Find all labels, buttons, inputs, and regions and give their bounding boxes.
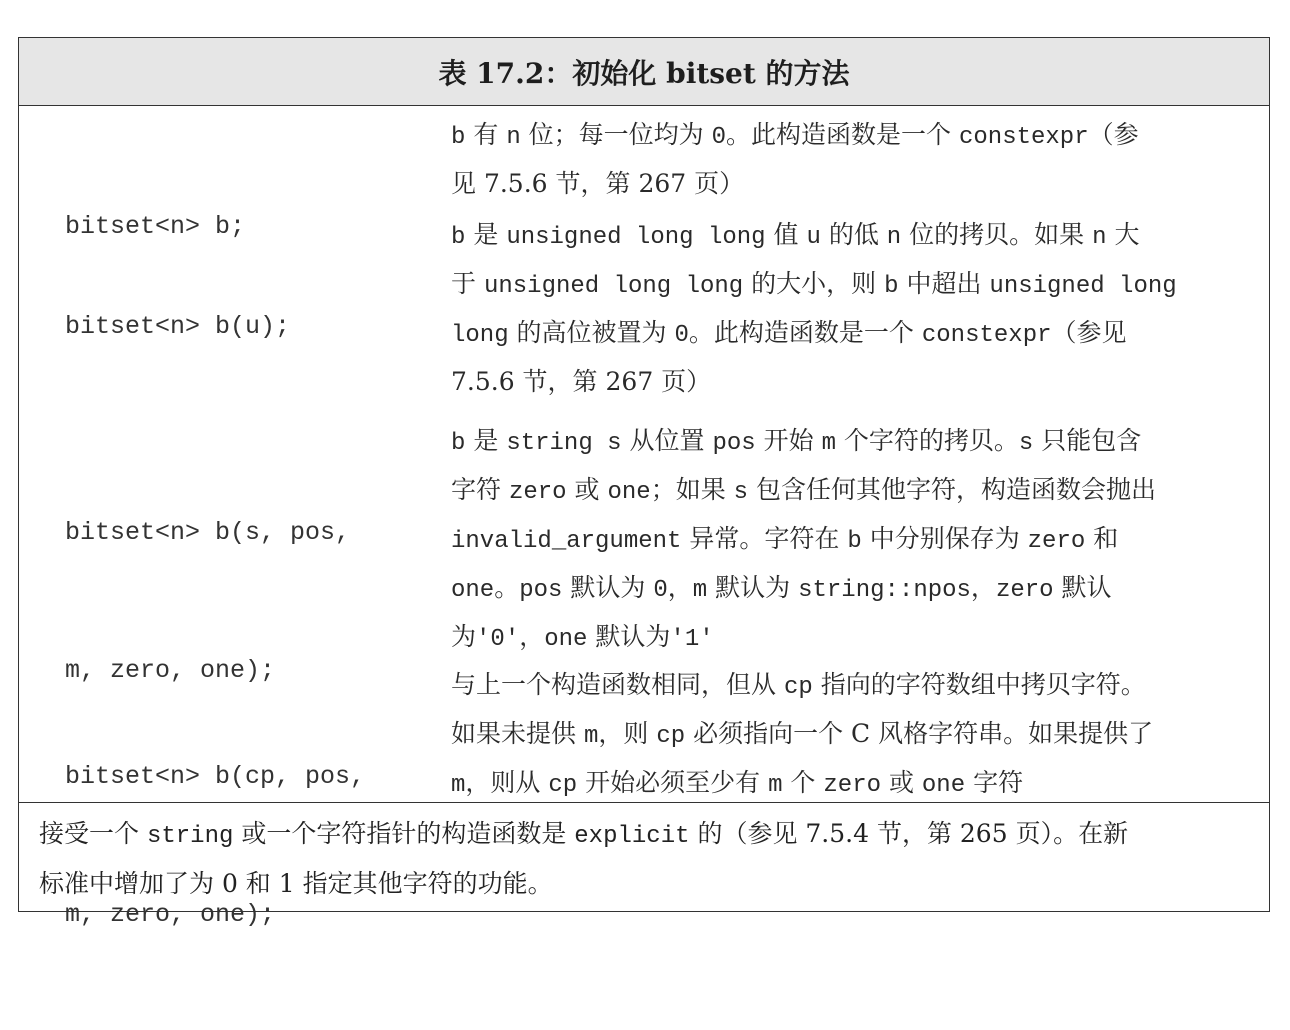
code-token: m <box>821 430 836 457</box>
row-description <box>451 418 1257 663</box>
code-token: zero <box>508 479 567 506</box>
text-token: 的低 <box>820 220 887 249</box>
text-token: 从位置 <box>621 426 713 455</box>
desc-line: 7.5.6 节，第 267 页） <box>451 367 712 396</box>
text-token: ， <box>519 622 545 651</box>
code-token: cp <box>656 723 686 750</box>
text-token: 为 <box>451 622 477 651</box>
code-token: string s <box>506 430 622 457</box>
text-token: 的（参见 7.5.4 节，第 265 页）。在新 <box>689 819 1129 848</box>
text-token: 默认为 <box>562 573 654 602</box>
text-token: 个字符的拷贝。 <box>835 426 1019 455</box>
desc-line <box>451 614 1257 663</box>
code-token: b <box>451 124 466 151</box>
table-footnote <box>39 810 1249 907</box>
text-token: 包含任何其他字符，构造函数会抛出 <box>748 475 1156 504</box>
text-token: 位的拷贝。如果 <box>901 220 1093 249</box>
text-token: 字符 <box>965 768 1024 797</box>
code-token: n <box>886 224 902 251</box>
code-token: m <box>583 723 599 750</box>
code-token: constexpr <box>921 322 1052 349</box>
text-token: ， <box>970 573 996 602</box>
row-description <box>451 662 1257 809</box>
text-token: 开始必须至少有 <box>577 768 769 797</box>
bitset-init-table <box>18 37 1270 929</box>
text-token: 默认为 <box>707 573 799 602</box>
text-token: 是 <box>465 220 507 249</box>
code-token: b <box>847 528 862 555</box>
text-token: 。此构造函数是一个 <box>726 120 959 149</box>
text-token: 值 <box>765 220 807 249</box>
code-line: bitset<n> b(s, pos, <box>65 518 351 547</box>
text-token: 开始 <box>755 426 822 455</box>
code-token: explicit <box>574 823 690 850</box>
code-token: constexpr <box>958 124 1089 151</box>
code-token: cp <box>548 772 578 799</box>
text-token: ，则 <box>598 719 657 748</box>
text-token: 有 <box>465 120 507 149</box>
code-token: s <box>733 479 749 506</box>
code-line: bitset<n> b(u); <box>65 312 291 341</box>
code-token: zero <box>1027 528 1086 555</box>
text-token: 位；每一位均为 <box>520 120 712 149</box>
text-token: 默认为 <box>587 622 671 651</box>
desc-line <box>451 565 1257 614</box>
text-token: 指向的字符数组中拷贝字符。 <box>812 670 1146 699</box>
text-token: 个 <box>782 768 824 797</box>
text-token: 只能包含 <box>1033 426 1142 455</box>
text-token: 或一个字符指针的构造函数是 <box>233 819 575 848</box>
desc-line <box>451 662 1257 711</box>
text-token: 和 <box>1085 524 1119 553</box>
code-token: b <box>884 273 899 300</box>
text-token: 。 <box>494 573 520 602</box>
desc-line <box>451 112 1257 161</box>
code-token: unsigned long <box>989 273 1177 300</box>
code-token: zero <box>823 772 881 799</box>
text-token: 中超出 <box>898 269 990 298</box>
code-token: unsigned long long <box>483 273 744 300</box>
text-token: 异常。字符在 <box>681 524 848 553</box>
desc-line <box>451 212 1257 261</box>
code-token: zero <box>995 577 1054 604</box>
text-token: （参见 <box>1051 318 1127 347</box>
code-token: 0 <box>653 577 668 604</box>
code-line: m, zero, one); <box>65 900 276 929</box>
code-line: bitset<n> b; <box>65 212 246 241</box>
text-token: 如果未提供 <box>451 719 584 748</box>
text-token: 接受一个 <box>39 819 147 848</box>
desc-line <box>451 711 1257 760</box>
text-token: 中分别保存为 <box>861 524 1028 553</box>
code-token: m <box>768 772 783 799</box>
text-token: 于 <box>451 269 484 298</box>
desc-line: 见 7.5.6 节，第 267 页） <box>451 169 745 198</box>
footer-divider <box>19 802 1269 803</box>
code-token: n <box>1092 224 1107 251</box>
desc-line <box>451 467 1257 516</box>
desc-line <box>451 310 1257 359</box>
row-description <box>451 112 1257 207</box>
text-token: ， <box>667 573 693 602</box>
code-token: b <box>451 430 466 457</box>
code-token: m <box>451 772 466 799</box>
code-token: 0 <box>711 124 727 151</box>
row-description <box>451 212 1257 405</box>
text-token: 默认 <box>1053 573 1112 602</box>
code-token: long <box>451 322 509 349</box>
code-token: cp <box>783 674 813 701</box>
code-token: invalid_argument <box>451 528 682 555</box>
code-token: s <box>1018 430 1034 457</box>
text-token: 字符 <box>451 475 509 504</box>
text-token: 必须指向一个 C 风格字符串。如果提供了 <box>685 719 1154 748</box>
code-token: string <box>146 823 234 850</box>
desc-line <box>451 261 1257 310</box>
text-token: 的大小，则 <box>743 269 885 298</box>
code-token: '1' <box>670 626 714 653</box>
text-token: 的高位被置为 <box>508 318 675 347</box>
text-token: 与上一个构造函数相同，但从 <box>451 670 784 699</box>
footnote-line: 标准中增加了为 0 和 1 指定其他字符的功能。 <box>39 869 553 898</box>
text-token: （参 <box>1088 120 1139 149</box>
code-token: unsigned long long <box>506 224 766 251</box>
code-token: one <box>451 577 495 604</box>
text-token: 。此构造函数是一个 <box>688 318 922 347</box>
code-token: u <box>806 224 821 251</box>
text-token: ；如果 <box>650 475 734 504</box>
text-token: 大 <box>1106 220 1140 249</box>
desc-line <box>451 418 1257 467</box>
code-token: pos <box>519 577 563 604</box>
text-token: 或 <box>881 768 922 797</box>
code-token: b <box>451 224 466 251</box>
code-line: m, zero, one); <box>65 656 276 685</box>
code-token: 0 <box>674 322 689 349</box>
code-token: pos <box>712 430 756 457</box>
desc-line <box>451 516 1257 565</box>
code-token: one <box>921 772 966 799</box>
code-token: m <box>692 577 708 604</box>
code-line: bitset<n> b(cp, pos, <box>65 762 366 791</box>
text-token: ，则从 <box>465 768 549 797</box>
table-title: 表 17.2：初始化 bitset 的方法 <box>19 38 1269 106</box>
code-token: one <box>607 479 651 506</box>
code-token: n <box>506 124 521 151</box>
row-code <box>65 212 290 442</box>
footnote-line <box>39 810 1249 860</box>
code-token: '0' <box>476 626 520 653</box>
text-token: 是 <box>465 426 507 455</box>
text-token: 或 <box>566 475 608 504</box>
code-token: string::npos <box>798 577 971 604</box>
code-token: one <box>544 626 588 653</box>
